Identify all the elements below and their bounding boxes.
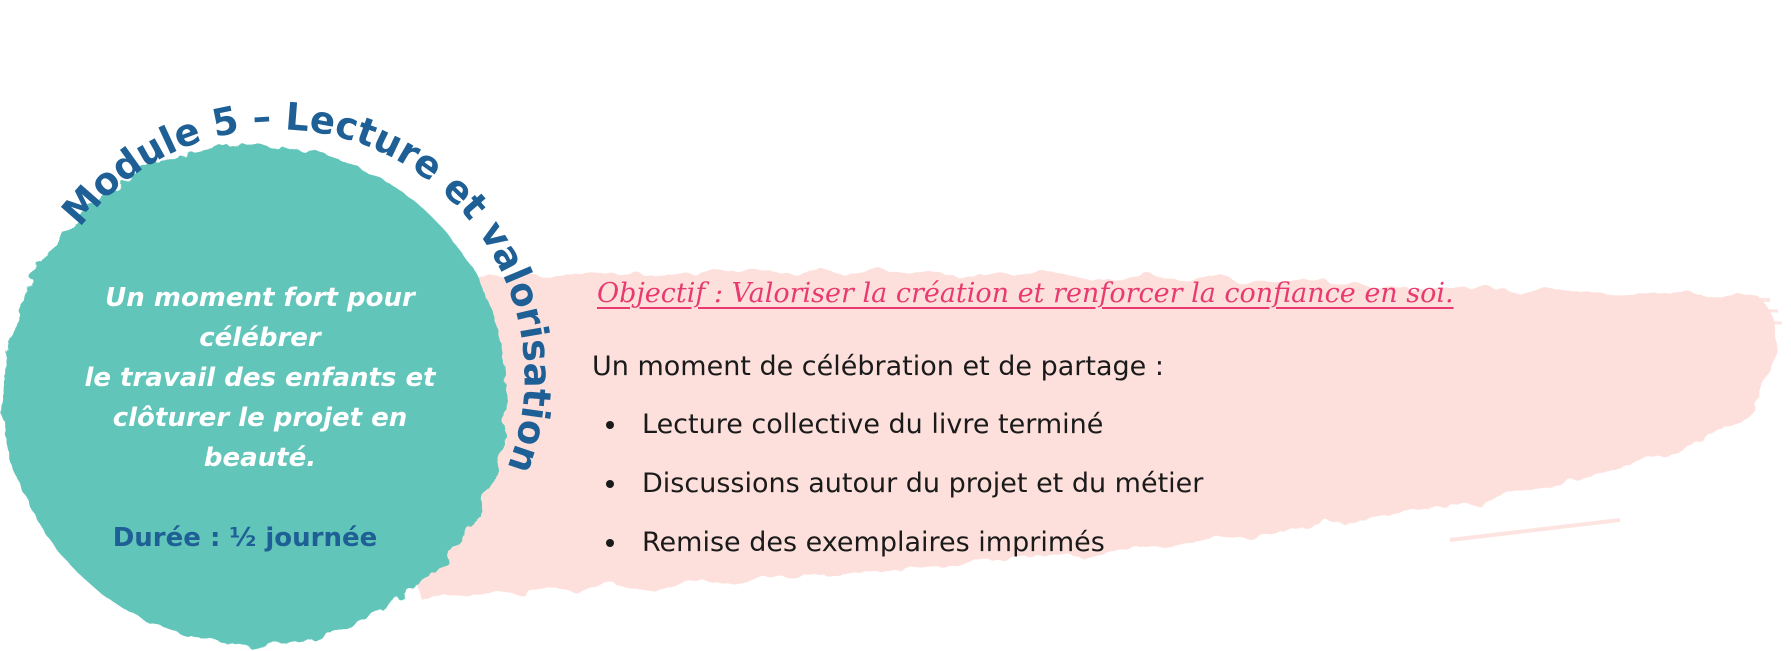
module-description [60, 278, 460, 478]
list-item-label: Lecture collective du livre terminé [642, 409, 1104, 440]
duration-label: Durée : ½ journée [112, 523, 378, 553]
bullet-icon [606, 480, 614, 488]
list-item [592, 523, 1203, 582]
description-line: clôturer le projet en beauté. [112, 403, 408, 473]
list-item-label: Discussions autour du projet et du métier [642, 468, 1204, 499]
description-line: célébrer [199, 323, 321, 353]
list-item-label: Remise des exemplaires imprimés [642, 527, 1105, 558]
objective-heading: Objectif : Valoriser la création et renforcer la confiance en soi. [597, 278, 1454, 309]
description-line: Un moment fort pour [105, 283, 415, 313]
list-item [592, 464, 1203, 523]
description-line: le travail des enfants et [84, 363, 436, 393]
module-title-curved: Module 5 – Lecture et valorisation [53, 94, 560, 480]
activity-list [592, 405, 1203, 582]
bullet-icon [606, 421, 614, 429]
bullet-icon [606, 539, 614, 547]
intro-text: Un moment de célébration et de partage : [592, 351, 1164, 382]
list-item [592, 405, 1203, 464]
